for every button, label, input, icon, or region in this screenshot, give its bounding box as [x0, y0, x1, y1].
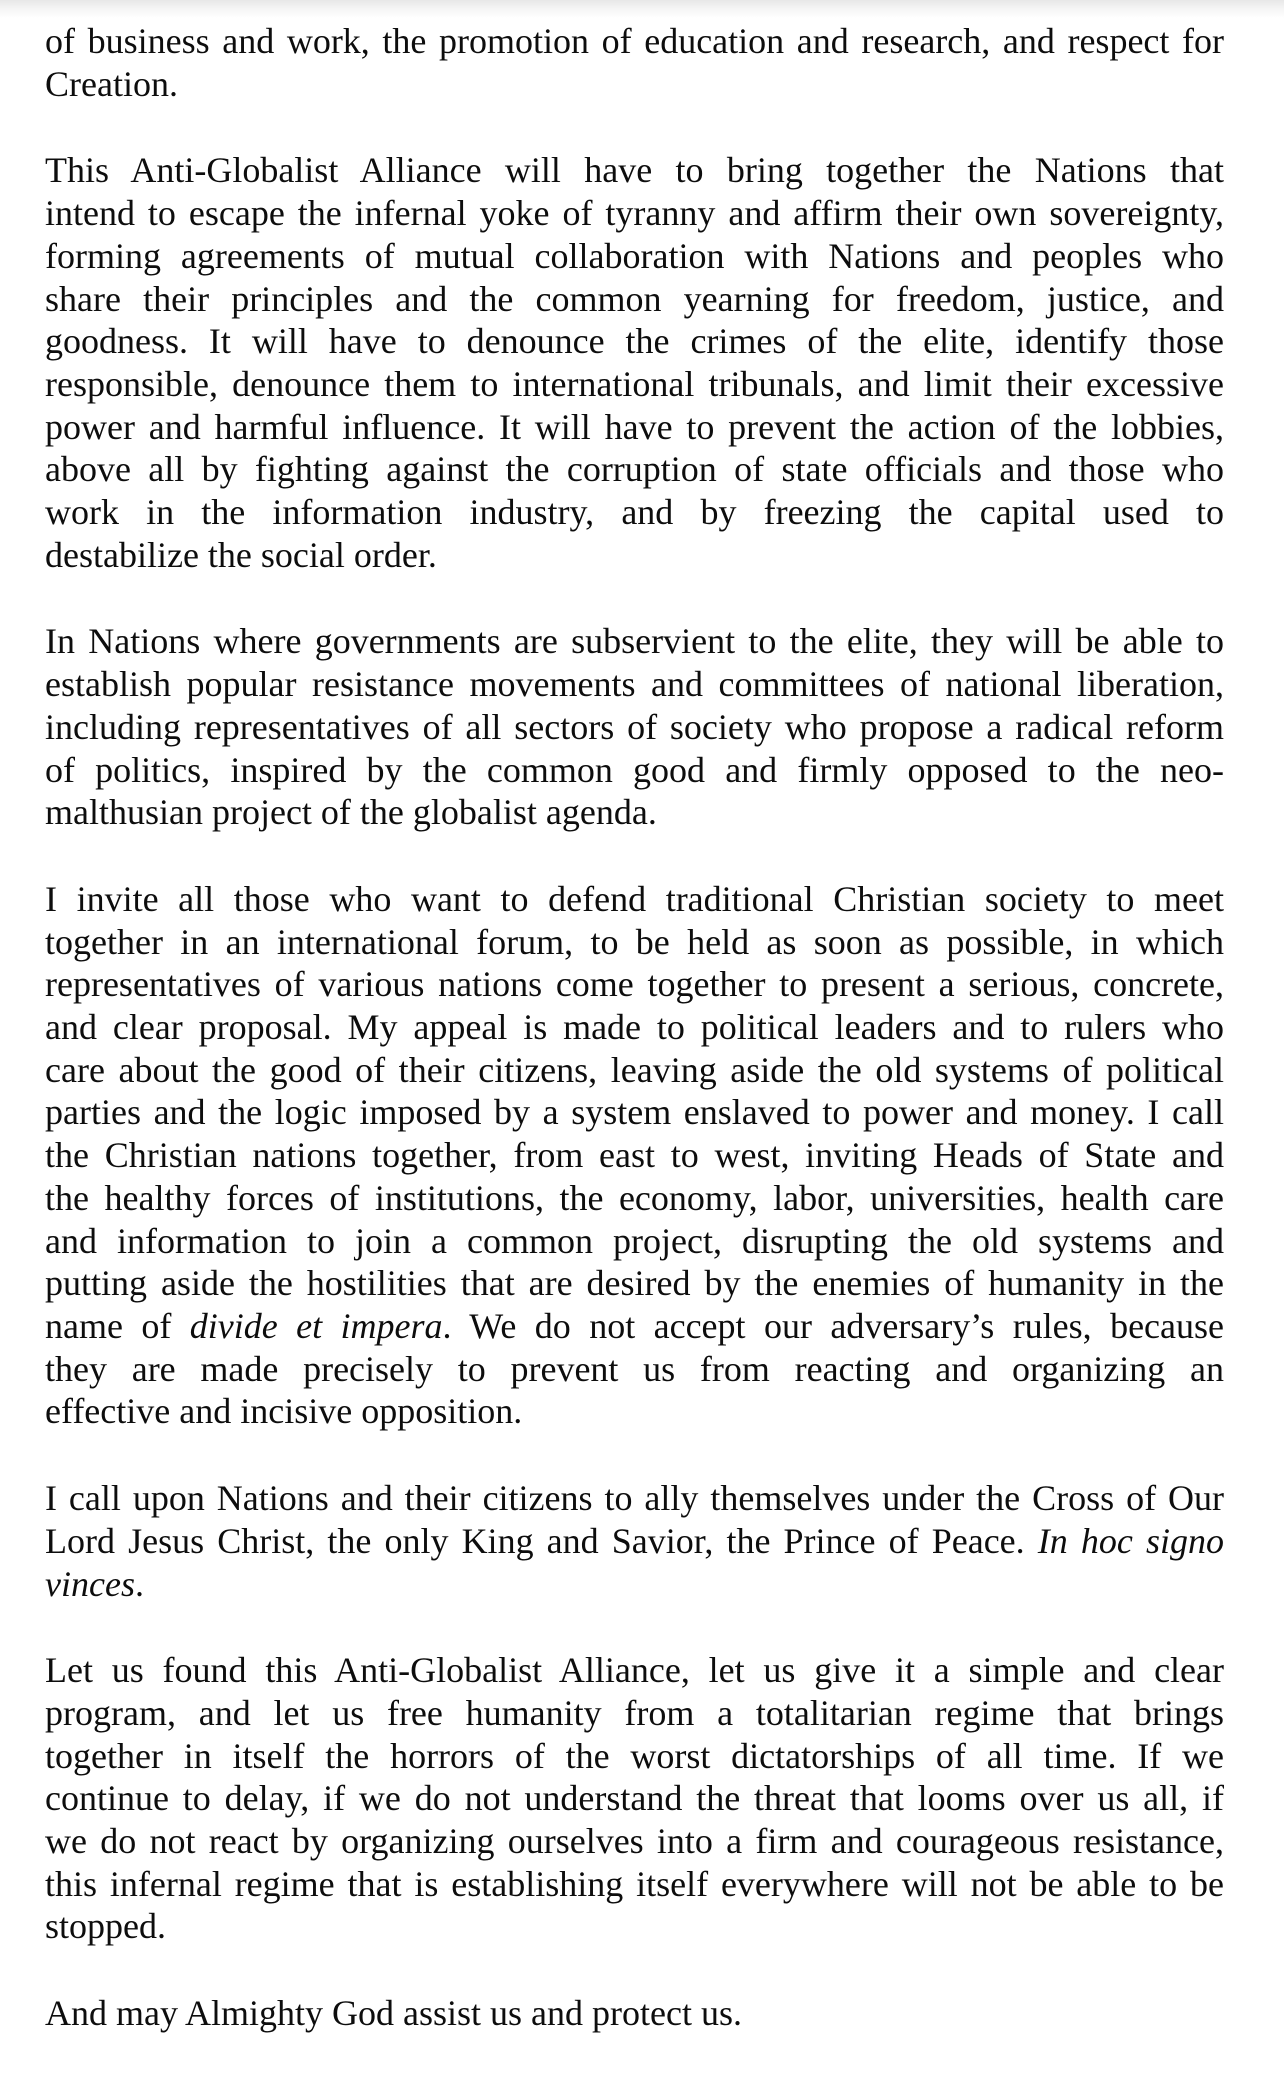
paragraph — [45, 620, 1224, 834]
text-line — [45, 320, 1224, 363]
text-segment: of politics, inspired by the common good and firmly opposed to the neo- — [45, 749, 1224, 790]
paragraph — [45, 878, 1224, 1433]
text-segment: . We do not accept our adversary’s rules, because — [442, 1305, 1225, 1346]
text-segment: of business and work, the promotion of education and research, and respect for — [45, 21, 1224, 61]
text-segment: including representatives of all sectors of society who propose a radical reform — [45, 706, 1224, 747]
text-segment: together in itself the horrors of the worst dictatorships of all time. If we — [45, 1735, 1224, 1776]
text-line — [45, 1863, 1224, 1906]
text-segment: representatives of various nations come together to present a serious, concrete, — [45, 964, 1224, 1005]
text-segment: they are made precisely to prevent us from reacting and organizing an — [45, 1348, 1224, 1389]
text-segment: forming agreements of mutual collaboration with Nations and peoples who — [45, 235, 1224, 276]
text-line — [45, 448, 1224, 491]
text-segment: putting aside the hostilities that are desired by the enemies of humanity in the — [45, 1263, 1224, 1304]
text-line — [45, 1049, 1224, 1092]
text-segment: care about the good of their citizens, leaving aside the old systems of political — [45, 1049, 1224, 1090]
text-line — [45, 1649, 1224, 1692]
text-line — [45, 1348, 1224, 1391]
text-segment: we do not react by organizing ourselves into a firm and courageous resistance, — [45, 1821, 1224, 1862]
paragraph — [45, 1649, 1224, 1948]
text-line — [45, 235, 1224, 278]
text-line — [45, 1091, 1224, 1134]
text-line — [45, 1006, 1224, 1049]
text-segment: Let us found this Anti-Globalist Alliance, let us give it a simple and clear — [45, 1650, 1224, 1691]
text-segment: and information to join a common project, disrupting the old systems and — [45, 1220, 1224, 1261]
text-segment: parties and the logic imposed by a system enslaved to power and money. I call — [45, 1092, 1224, 1133]
text-line — [45, 1390, 1224, 1433]
text-line — [45, 1177, 1224, 1220]
text-line — [45, 1992, 1224, 2035]
text-line — [45, 406, 1224, 449]
text-line — [45, 1905, 1224, 1948]
text-line — [45, 878, 1224, 921]
text-line — [45, 1692, 1224, 1735]
text-segment: responsible, denounce them to international tribunals, and limit their excessive — [45, 363, 1224, 404]
document-body — [45, 20, 1224, 2035]
italic-text-segment: divide et impera — [189, 1305, 443, 1346]
text-line — [45, 706, 1224, 749]
text-line — [45, 534, 1224, 577]
text-segment: continue to delay, if we do not understand the threat that looms over us all, if — [45, 1778, 1224, 1819]
text-line — [45, 1777, 1224, 1820]
text-segment: And may Almighty God assist us and protect us. — [45, 1993, 742, 2034]
text-segment: program, and let us free humanity from a totalitarian regime that brings — [45, 1692, 1224, 1733]
text-line — [45, 663, 1224, 706]
text-line — [45, 1520, 1224, 1563]
italic-text-segment: In hoc signo — [1037, 1520, 1224, 1561]
text-line — [45, 1220, 1224, 1263]
text-line — [45, 278, 1224, 321]
text-segment: . — [134, 1563, 144, 1604]
text-line — [45, 749, 1224, 792]
paragraph — [45, 1992, 1224, 2035]
text-line — [45, 1305, 1224, 1348]
text-segment: establish popular resistance movements and committees of national liberation, — [45, 664, 1224, 705]
text-line — [45, 1563, 1224, 1606]
text-segment: and clear proposal. My appeal is made to political leaders and to rulers who — [45, 1007, 1224, 1048]
text-segment: above all by fighting against the corruption of state officials and those who — [45, 449, 1224, 490]
text-line — [45, 1477, 1224, 1520]
text-line — [45, 1820, 1224, 1863]
text-segment: the Christian nations together, from east to west, inviting Heads of State and — [45, 1135, 1224, 1176]
text-line — [45, 491, 1224, 534]
text-segment: the healthy forces of institutions, the economy, labor, universities, health care — [45, 1177, 1224, 1218]
text-segment: stopped. — [45, 1906, 166, 1947]
text-line — [45, 620, 1224, 663]
text-line — [45, 791, 1224, 834]
text-segment: Creation. — [45, 63, 178, 104]
text-segment: malthusian project of the globalist agenda. — [45, 792, 657, 833]
text-segment: work in the information industry, and by freezing the capital used to — [45, 492, 1224, 533]
text-segment: I invite all those who want to defend traditional Christian society to meet — [45, 878, 1224, 919]
text-line — [45, 192, 1224, 235]
text-line — [45, 1262, 1224, 1305]
text-segment: I call upon Nations and their citizens to ally themselves under the Cross of Our — [45, 1478, 1224, 1519]
text-segment: In Nations where governments are subservient to the elite, they will be able to — [45, 621, 1224, 662]
text-segment: name of — [45, 1305, 190, 1346]
text-segment: intend to escape the infernal yoke of tyranny and affirm their own sovereignty, — [45, 193, 1224, 234]
text-segment: Lord Jesus Christ, the only King and Savior, the Prince of Peace. — [45, 1520, 1038, 1561]
text-segment: together in an international forum, to be held as soon as possible, in which — [45, 921, 1224, 962]
text-segment: destabilize the social order. — [45, 534, 437, 575]
text-segment: effective and incisive opposition. — [45, 1391, 523, 1432]
text-segment: share their principles and the common yearning for freedom, justice, and — [45, 278, 1224, 319]
paragraph — [45, 1477, 1224, 1605]
paragraph — [45, 20, 1224, 105]
paragraph — [45, 149, 1224, 576]
text-segment: this infernal regime that is establishing itself everywhere will not be able to be — [45, 1863, 1224, 1904]
text-line — [45, 363, 1224, 406]
text-line — [45, 149, 1224, 192]
text-segment: power and harmful influence. It will have to prevent the action of the lobbies, — [45, 406, 1224, 447]
text-line — [45, 963, 1224, 1006]
text-segment: goodness. It will have to denounce the crimes of the elite, identify those — [45, 321, 1224, 362]
text-line — [45, 1134, 1224, 1177]
text-segment: This Anti-Globalist Alliance will have to bring together the Nations that — [45, 150, 1224, 191]
text-line — [45, 921, 1224, 964]
text-line — [45, 63, 1224, 106]
text-line — [45, 20, 1224, 63]
italic-text-segment: vinces — [45, 1563, 135, 1604]
text-line — [45, 1735, 1224, 1778]
